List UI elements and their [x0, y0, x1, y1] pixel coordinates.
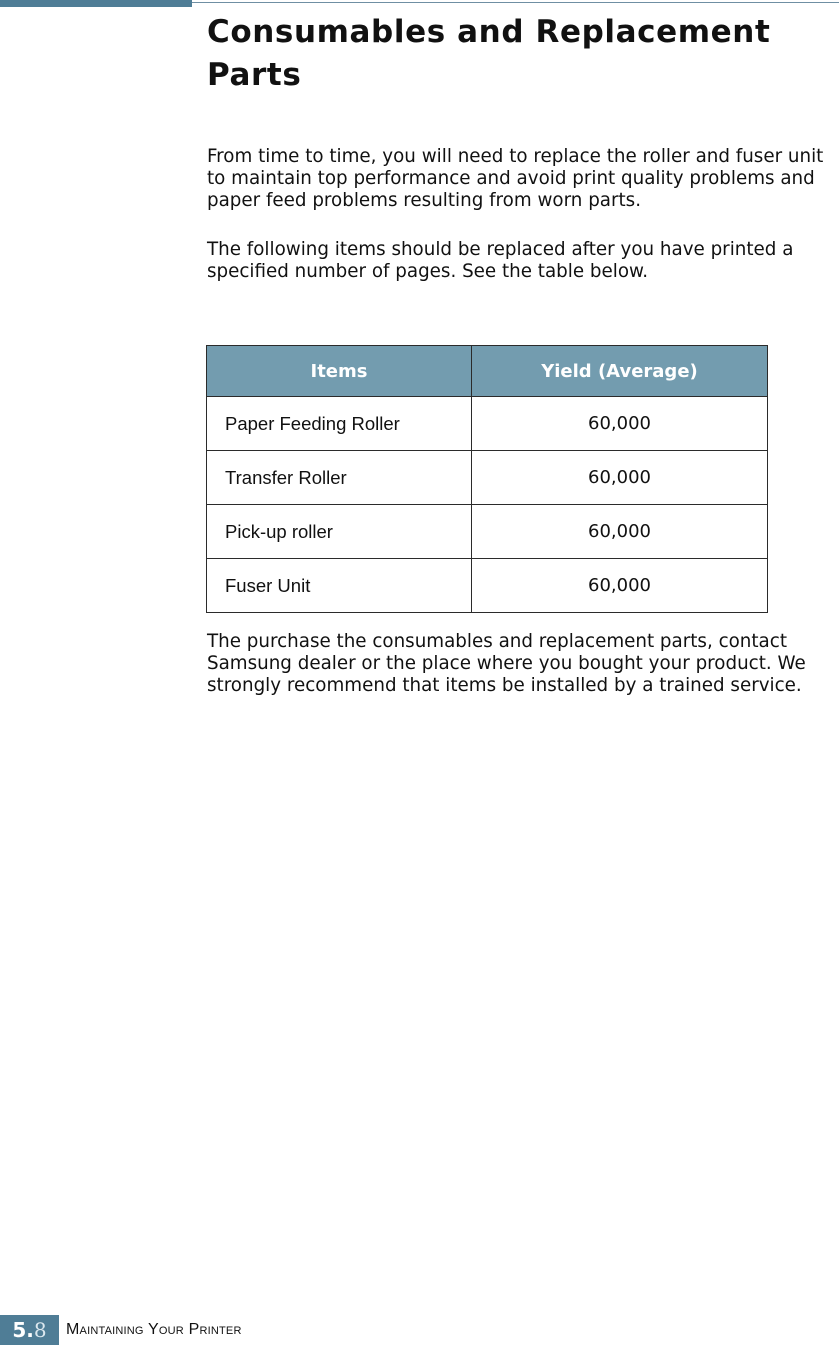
table-row [207, 559, 768, 613]
table-row [207, 505, 768, 559]
header-accent-bar [0, 0, 192, 7]
footer-section-title: Maintaining Your Printer [66, 1321, 242, 1338]
table-row [207, 397, 768, 451]
page-title: Consumables and Replacement Parts [207, 14, 771, 93]
yield-value-cell: 60,000 [472, 505, 768, 559]
table-header-row [207, 346, 768, 397]
page-number: 8 [33, 1318, 47, 1342]
item-name-cell: Pick-up roller [207, 505, 472, 559]
purchase-info-paragraph: The purchase the consumables and replacement parts, contact Samsung dealer or the place where you bought your product. We strongly recommend that items be installed by a trained service. [207, 631, 806, 696]
yield-value-cell: 60,000 [472, 559, 768, 613]
item-name-cell: Paper Feeding Roller [207, 397, 472, 451]
item-name-cell: Fuser Unit [207, 559, 472, 613]
chapter-number: 5. [12, 1318, 34, 1342]
page-number-badge [0, 1315, 59, 1345]
table-row [207, 451, 768, 505]
item-name-cell: Transfer Roller [207, 451, 472, 505]
yield-value-cell: 60,000 [472, 451, 768, 505]
intro-paragraph: From time to time, you will need to replace the roller and fuser unit to maintain top performance and avoid print quality problems and paper feed problems resulting from worn parts. [207, 146, 824, 211]
table-intro-paragraph: The following items should be replaced after you have printed a specified number of pages. See the table below. [207, 239, 794, 282]
column-header-yield: Yield (Average) [472, 346, 768, 397]
column-header-items: Items [207, 346, 472, 397]
yield-value-cell: 60,000 [472, 397, 768, 451]
replacement-parts-table [206, 345, 768, 613]
header-rule-line [192, 2, 839, 3]
